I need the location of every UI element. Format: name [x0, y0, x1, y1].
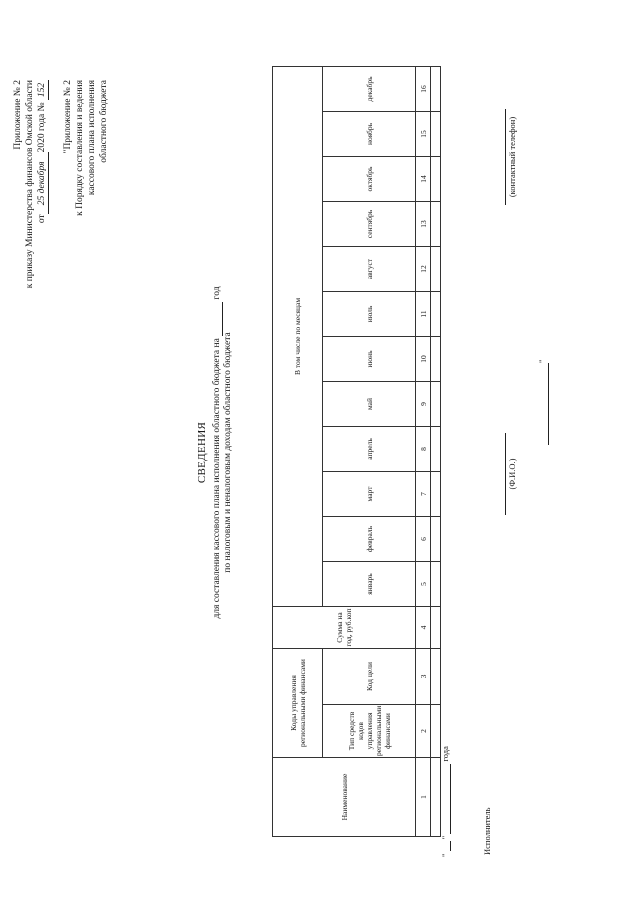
closing-line: [548, 363, 549, 445]
fio-line: [505, 433, 506, 515]
column-number: 11: [416, 292, 431, 337]
closing-quote: ": [537, 359, 547, 363]
codes-group-header: Коды управления региональными финансами: [273, 649, 323, 758]
col-goal-header: Код цели: [323, 649, 416, 705]
column-number: 14: [416, 157, 431, 202]
column-number: 13: [416, 202, 431, 247]
month-header: октябрь: [323, 157, 416, 202]
document-title: СВЕДЕНИЯ: [196, 421, 208, 484]
subtitle-line-2: по налоговым и неналоговым доходам областного бюджета: [223, 332, 233, 573]
month-header: август: [323, 247, 416, 292]
month-header: июль: [323, 292, 416, 337]
procedure-line-2: к Порядку составления и ведения: [75, 80, 85, 216]
month-header: май: [323, 382, 416, 427]
order-date: 25 декабря: [36, 152, 49, 214]
month-header: декабрь: [323, 66, 416, 111]
column-number: 2: [416, 705, 431, 758]
order-number: 152: [36, 80, 49, 100]
procedure-line-1: "Приложение № 2: [63, 80, 73, 154]
col-type-header: Тип средств кодов управления региональными финансами: [323, 705, 416, 758]
month-header: июнь: [323, 337, 416, 382]
column-number: 6: [416, 517, 431, 562]
empty-row: [431, 66, 441, 836]
order-line: к приказу Министерства финансов Омской области: [25, 80, 35, 289]
signature-date: " " года: [440, 746, 450, 857]
order-date-line: от25 декабря2020 года № 152: [36, 80, 49, 400]
column-number: 10: [416, 337, 431, 382]
col-name-header: Наименование: [273, 758, 416, 837]
phone-line: [505, 109, 506, 205]
column-number: 7: [416, 472, 431, 517]
procedure-line-3: кассового плана исполнения: [87, 80, 97, 196]
data-table: [272, 66, 441, 837]
procedure-line-4: областного бюджета: [99, 80, 109, 163]
phone-caption: (контактный телефон): [507, 116, 517, 198]
month-header: март: [323, 472, 416, 517]
document-subtitle: [212, 0, 233, 905]
year-blank: [212, 302, 223, 336]
column-number: 4: [416, 607, 431, 649]
column-number: 3: [416, 649, 431, 705]
column-number: 8: [416, 427, 431, 472]
column-numbers-row: [416, 66, 431, 836]
column-number: 16: [416, 66, 431, 111]
procedure-appendix-header: [62, 80, 110, 400]
month-header: апрель: [323, 427, 416, 472]
month-header: ноябрь: [323, 112, 416, 157]
column-number: 9: [416, 382, 431, 427]
fio-caption: (Ф.И.О.): [507, 458, 517, 490]
appendix-line: Приложение № 2: [13, 80, 23, 150]
months-group-header: В том числе по месяцам: [273, 66, 323, 606]
column-number: 15: [416, 112, 431, 157]
executor-label: Исполнитель: [482, 807, 492, 855]
column-number: 1: [416, 758, 431, 837]
month-header: сентябрь: [323, 202, 416, 247]
subtitle-line-1: для составления кассового плана исполнения областного бюджета на год: [212, 286, 222, 619]
order-appendix-header: [12, 80, 49, 400]
month-header: февраль: [323, 517, 416, 562]
column-number: 12: [416, 247, 431, 292]
col-sum-header: Сумма на год, руб.коп: [273, 607, 416, 649]
column-number: 5: [416, 562, 431, 607]
month-header: январь: [323, 562, 416, 607]
